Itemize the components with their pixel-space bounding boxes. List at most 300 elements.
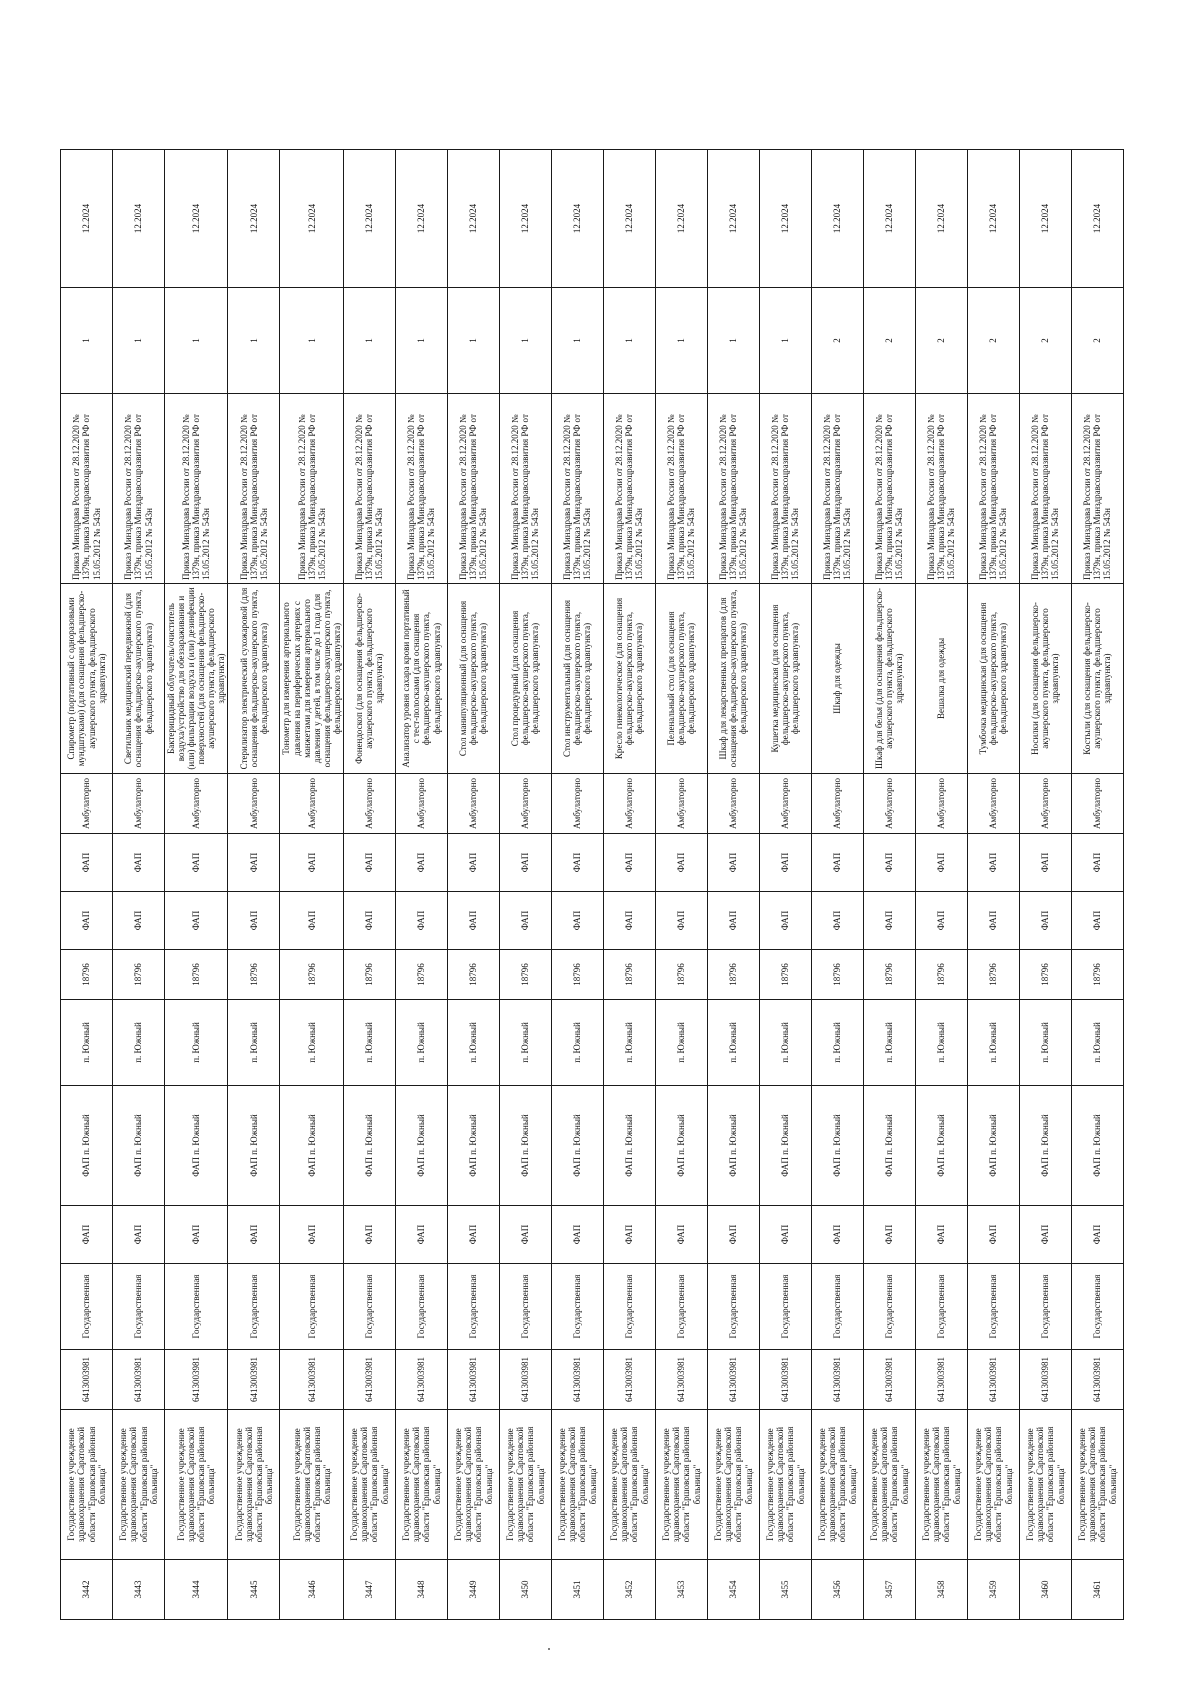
table-row: [61, 150, 113, 1620]
settlement-name: п. Южный: [915, 1000, 967, 1086]
category-1: ФАП: [551, 892, 603, 950]
regulatory-basis: Приказ Минздрава России от 28.12.2020 № 1379н, приказ Минздравсоцразвития РФ от 15.05.2012 № 543н: [395, 394, 447, 584]
settlement-name: п. Южный: [603, 1000, 655, 1086]
row-number: 3456: [811, 1560, 863, 1620]
unit-name: ФАП п. Южный: [280, 1086, 343, 1206]
table-row: [499, 150, 551, 1620]
table-row: [707, 150, 759, 1620]
regulatory-basis: Приказ Минздрава России от 28.12.2020 № 1379н, приказ Минздравсоцразвития РФ от 15.05.2012 № 543н: [61, 394, 113, 584]
delivery-date: 12.2024: [113, 150, 165, 288]
facility-type: ФАП: [551, 1206, 603, 1264]
table-row: [228, 150, 280, 1620]
population-count: 18796: [1071, 950, 1123, 1000]
ownership-form: Государственная: [707, 1264, 759, 1350]
population-count: 18796: [915, 950, 967, 1000]
inn-code: 6413003981: [759, 1350, 811, 1410]
care-conditions: Амбулаторно: [395, 774, 447, 834]
organization-name: Государственное учреждение здравоохранения Саратовской области "Ершовская районная больница": [811, 1410, 863, 1560]
settlement-name: п. Южный: [228, 1000, 280, 1086]
category-1: ФАП: [967, 892, 1019, 950]
inn-code: 6413003981: [707, 1350, 759, 1410]
care-conditions: Амбулаторно: [165, 774, 228, 834]
row-number: 3460: [1019, 1560, 1071, 1620]
regulatory-basis: Приказ Минздрава России от 28.12.2020 № 1379н, приказ Минздравсоцразвития РФ от 15.05.2012 № 543н: [228, 394, 280, 584]
regulatory-basis: Приказ Минздрава России от 28.12.2020 № 1379н, приказ Минздравсоцразвития РФ от 15.05.2012 № 543н: [655, 394, 707, 584]
unit-name: ФАП п. Южный: [655, 1086, 707, 1206]
equipment-name: Кушетка медицинская (для оснащения фельдшерско-акушерского пункта, фельдшерского здравпункта): [759, 584, 811, 774]
population-count: 18796: [811, 950, 863, 1000]
row-number: 3443: [113, 1560, 165, 1620]
ownership-form: Государственная: [1071, 1264, 1123, 1350]
care-conditions: Амбулаторно: [499, 774, 551, 834]
care-conditions: Амбулаторно: [447, 774, 499, 834]
inn-code: 6413003981: [280, 1350, 343, 1410]
organization-name: Государственное учреждение здравоохранения Саратовской области "Ершовская районная больница": [1071, 1410, 1123, 1560]
settlement-name: п. Южный: [551, 1000, 603, 1086]
quantity: 1: [447, 288, 499, 394]
table-row: [1019, 150, 1071, 1620]
table-row: [915, 150, 967, 1620]
delivery-date: 12.2024: [1071, 150, 1123, 288]
inn-code: 6413003981: [551, 1350, 603, 1410]
regulatory-basis: Приказ Минздрава России от 28.12.2020 № 1379н, приказ Минздравсоцразвития РФ от 15.05.2012 № 543н: [603, 394, 655, 584]
unit-name: ФАП п. Южный: [1019, 1086, 1071, 1206]
equipment-name: Кресло гинекологическое (для оснащения фельдшерско-акушерского пункта, фельдшерского здравпункта): [603, 584, 655, 774]
care-conditions: Амбулаторно: [61, 774, 113, 834]
category-2: ФАП: [759, 834, 811, 892]
category-1: ФАП: [863, 892, 915, 950]
inn-code: 6413003981: [915, 1350, 967, 1410]
inn-code: 6413003981: [811, 1350, 863, 1410]
scanned-table-page: [60, 150, 1118, 1620]
table-row: [113, 150, 165, 1620]
care-conditions: Амбулаторно: [343, 774, 395, 834]
category-2: ФАП: [447, 834, 499, 892]
quantity: 1: [499, 288, 551, 394]
delivery-date: 12.2024: [343, 150, 395, 288]
care-conditions: Амбулаторно: [811, 774, 863, 834]
row-number: 3453: [655, 1560, 707, 1620]
care-conditions: Амбулаторно: [1071, 774, 1123, 834]
table-row: [967, 150, 1019, 1620]
care-conditions: Амбулаторно: [759, 774, 811, 834]
row-number: 3461: [1071, 1560, 1123, 1620]
population-count: 18796: [343, 950, 395, 1000]
row-number: 3449: [447, 1560, 499, 1620]
row-number: 3451: [551, 1560, 603, 1620]
table-body: [61, 150, 1124, 1620]
ownership-form: Государственная: [655, 1264, 707, 1350]
settlement-name: п. Южный: [863, 1000, 915, 1086]
facility-type: ФАП: [499, 1206, 551, 1264]
category-1: ФАП: [447, 892, 499, 950]
care-conditions: Амбулаторно: [967, 774, 1019, 834]
table-row: [551, 150, 603, 1620]
table-row: [1071, 150, 1123, 1620]
facility-type: ФАП: [603, 1206, 655, 1264]
organization-name: Государственное учреждение здравоохранения Саратовской области "Ершовская районная больница": [603, 1410, 655, 1560]
regulatory-basis: Приказ Минздрава России от 28.12.2020 № 1379н, приказ Минздравсоцразвития РФ от 15.05.2012 № 543н: [343, 394, 395, 584]
population-count: 18796: [759, 950, 811, 1000]
settlement-name: п. Южный: [811, 1000, 863, 1086]
ownership-form: Государственная: [603, 1264, 655, 1350]
unit-name: ФАП п. Южный: [447, 1086, 499, 1206]
facility-type: ФАП: [811, 1206, 863, 1264]
category-2: ФАП: [343, 834, 395, 892]
row-number: 3450: [499, 1560, 551, 1620]
facility-type: ФАП: [1019, 1206, 1071, 1264]
inn-code: 6413003981: [655, 1350, 707, 1410]
category-1: ФАП: [61, 892, 113, 950]
population-count: 18796: [165, 950, 228, 1000]
delivery-date: 12.2024: [280, 150, 343, 288]
table-row: [759, 150, 811, 1620]
delivery-date: 12.2024: [61, 150, 113, 288]
population-count: 18796: [61, 950, 113, 1000]
organization-name: Государственное учреждение здравоохранения Саратовской области "Ершовская районная больница": [551, 1410, 603, 1560]
regulatory-basis: Приказ Минздрава России от 28.12.2020 № 1379н, приказ Минздравсоцразвития РФ от 15.05.2012 № 543н: [759, 394, 811, 584]
care-conditions: Амбулаторно: [915, 774, 967, 834]
facility-type: ФАП: [707, 1206, 759, 1264]
category-1: ФАП: [759, 892, 811, 950]
quantity: 2: [967, 288, 1019, 394]
category-2: ФАП: [499, 834, 551, 892]
facility-type: ФАП: [1071, 1206, 1123, 1264]
row-number: 3447: [343, 1560, 395, 1620]
delivery-date: 12.2024: [447, 150, 499, 288]
equipment-name: Светильник медицинский передвижной (для оснащения фельдшерско-акушерского пункта, фельдшерского здравпункта): [113, 584, 165, 774]
category-1: ФАП: [228, 892, 280, 950]
equipment-name: Фонендоскоп (для оснащения фельдшерско-акушерского пункта, фельдшерского здравпункта): [343, 584, 395, 774]
row-number: 3442: [61, 1560, 113, 1620]
category-1: ФАП: [395, 892, 447, 950]
table-row: [655, 150, 707, 1620]
population-count: 18796: [280, 950, 343, 1000]
care-conditions: Амбулаторно: [113, 774, 165, 834]
quantity: 2: [915, 288, 967, 394]
equipment-name: Тумбочка медицинская (для оснащения фельдшерско-акушерского пункта, фельдшерского здравпункта): [967, 584, 1019, 774]
ownership-form: Государственная: [967, 1264, 1019, 1350]
equipment-name: Стол процедурный (для оснащения фельдшерско-акушерского пункта, фельдшерского здравпункта): [499, 584, 551, 774]
ownership-form: Государственная: [343, 1264, 395, 1350]
ownership-form: Государственная: [280, 1264, 343, 1350]
category-1: ФАП: [113, 892, 165, 950]
category-1: ФАП: [1071, 892, 1123, 950]
equipment-name: Костыли (для оснащения фельдшерско-акушерского пункта, фельдшерского здравпункта): [1071, 584, 1123, 774]
row-number: 3454: [707, 1560, 759, 1620]
inn-code: 6413003981: [447, 1350, 499, 1410]
equipment-name: Вешалка для одежды: [915, 584, 967, 774]
category-2: ФАП: [967, 834, 1019, 892]
regulatory-basis: Приказ Минздрава России от 28.12.2020 № 1379н, приказ Минздравсоцразвития РФ от 15.05.2012 № 543н: [863, 394, 915, 584]
category-1: ФАП: [915, 892, 967, 950]
settlement-name: п. Южный: [967, 1000, 1019, 1086]
equipment-name: Тонометр для измерения артериального давления на периферических артериях с манжетами для измерения артериального давления у детей, в том числе до 1 года (для оснащения фельдшерско-акушерского пункта, фельдшерского здравпункта): [280, 584, 343, 774]
regulatory-basis: Приказ Минздрава России от 28.12.2020 № 1379н, приказ Минздравсоцразвития РФ от 15.05.2012 № 543н: [915, 394, 967, 584]
facility-type: ФАП: [967, 1206, 1019, 1264]
row-number: 3458: [915, 1560, 967, 1620]
quantity: 1: [759, 288, 811, 394]
organization-name: Государственное учреждение здравоохранения Саратовской области "Ершовская районная больница": [395, 1410, 447, 1560]
inn-code: 6413003981: [61, 1350, 113, 1410]
table-row: [343, 150, 395, 1620]
quantity: 1: [280, 288, 343, 394]
category-1: ФАП: [280, 892, 343, 950]
population-count: 18796: [551, 950, 603, 1000]
equipment-register-table: [60, 149, 1124, 1620]
quantity: 1: [655, 288, 707, 394]
inn-code: 6413003981: [228, 1350, 280, 1410]
unit-name: ФАП п. Южный: [551, 1086, 603, 1206]
ownership-form: Государственная: [61, 1264, 113, 1350]
row-number: 3444: [165, 1560, 228, 1620]
organization-name: Государственное учреждение здравоохранения Саратовской области "Ершовская районная больница": [61, 1410, 113, 1560]
population-count: 18796: [967, 950, 1019, 1000]
inn-code: 6413003981: [499, 1350, 551, 1410]
category-2: ФАП: [113, 834, 165, 892]
settlement-name: п. Южный: [447, 1000, 499, 1086]
facility-type: ФАП: [655, 1206, 707, 1264]
category-2: ФАП: [228, 834, 280, 892]
facility-type: ФАП: [228, 1206, 280, 1264]
organization-name: Государственное учреждение здравоохранения Саратовской области "Ершовская районная больница": [655, 1410, 707, 1560]
organization-name: Государственное учреждение здравоохранения Саратовской области "Ершовская районная больница": [343, 1410, 395, 1560]
equipment-name: Анализатор уровня сахара крови портативный с тест-полосками (для оснащения фельдшерско-акушерского пункта, фельдшерского здравпункта): [395, 584, 447, 774]
delivery-date: 12.2024: [499, 150, 551, 288]
unit-name: ФАП п. Южный: [165, 1086, 228, 1206]
row-number: 3459: [967, 1560, 1019, 1620]
equipment-name: Шкаф для лекарственных препаратов (для оснащения фельдшерско-акушерского пункта, фельдшерского здравпункта): [707, 584, 759, 774]
care-conditions: Амбулаторно: [1019, 774, 1071, 834]
delivery-date: 12.2024: [655, 150, 707, 288]
facility-type: ФАП: [395, 1206, 447, 1264]
unit-name: ФАП п. Южный: [499, 1086, 551, 1206]
unit-name: ФАП п. Южный: [61, 1086, 113, 1206]
delivery-date: 12.2024: [707, 150, 759, 288]
quantity: 2: [1019, 288, 1071, 394]
quantity: 1: [61, 288, 113, 394]
inn-code: 6413003981: [967, 1350, 1019, 1410]
population-count: 18796: [655, 950, 707, 1000]
facility-type: ФАП: [863, 1206, 915, 1264]
care-conditions: Амбулаторно: [551, 774, 603, 834]
unit-name: ФАП п. Южный: [915, 1086, 967, 1206]
organization-name: Государственное учреждение здравоохранения Саратовской области "Ершовская районная больница": [447, 1410, 499, 1560]
facility-type: ФАП: [165, 1206, 228, 1264]
quantity: 1: [228, 288, 280, 394]
organization-name: Государственное учреждение здравоохранения Саратовской области "Ершовская районная больница": [915, 1410, 967, 1560]
facility-type: ФАП: [280, 1206, 343, 1264]
equipment-name: Шкаф для одежды: [811, 584, 863, 774]
facility-type: ФАП: [113, 1206, 165, 1264]
regulatory-basis: Приказ Минздрава России от 28.12.2020 № 1379н, приказ Минздравсоцразвития РФ от 15.05.2012 № 543н: [811, 394, 863, 584]
unit-name: ФАП п. Южный: [759, 1086, 811, 1206]
equipment-name: Стол манипуляционный (для оснащения фельдшерско-акушерского пункта, фельдшерского здравпункта): [447, 584, 499, 774]
table-row: [280, 150, 343, 1620]
organization-name: Государственное учреждение здравоохранения Саратовской области "Ершовская районная больница": [113, 1410, 165, 1560]
equipment-name: Стерилизатор электрический сухожаровой (для оснащения фельдшерско-акушерского пункта, фельдшерского здравпункта): [228, 584, 280, 774]
quantity: 2: [1071, 288, 1123, 394]
table-row: [395, 150, 447, 1620]
category-1: ФАП: [499, 892, 551, 950]
care-conditions: Амбулаторно: [280, 774, 343, 834]
population-count: 18796: [395, 950, 447, 1000]
ownership-form: Государственная: [395, 1264, 447, 1350]
category-2: ФАП: [1071, 834, 1123, 892]
delivery-date: 12.2024: [395, 150, 447, 288]
care-conditions: Амбулаторно: [603, 774, 655, 834]
regulatory-basis: Приказ Минздрава России от 28.12.2020 № 1379н, приказ Минздравсоцразвития РФ от 15.05.2012 № 543н: [280, 394, 343, 584]
regulatory-basis: Приказ Минздрава России от 28.12.2020 № 1379н, приказ Минздравсоцразвития РФ от 15.05.2012 № 543н: [1071, 394, 1123, 584]
equipment-name: Стол инструментальный (для оснащения фельдшерско-акушерского пункта, фельдшерского здравпункта): [551, 584, 603, 774]
ownership-form: Государственная: [551, 1264, 603, 1350]
inn-code: 6413003981: [863, 1350, 915, 1410]
regulatory-basis: Приказ Минздрава России от 28.12.2020 № 1379н, приказ Минздравсоцразвития РФ от 15.05.2012 № 543н: [967, 394, 1019, 584]
facility-type: ФАП: [447, 1206, 499, 1264]
table-row: [447, 150, 499, 1620]
unit-name: ФАП п. Южный: [707, 1086, 759, 1206]
ownership-form: Государственная: [915, 1264, 967, 1350]
care-conditions: Амбулаторно: [707, 774, 759, 834]
delivery-date: 12.2024: [228, 150, 280, 288]
unit-name: ФАП п. Южный: [1071, 1086, 1123, 1206]
ownership-form: Государственная: [811, 1264, 863, 1350]
delivery-date: 12.2024: [551, 150, 603, 288]
category-2: ФАП: [915, 834, 967, 892]
settlement-name: п. Южный: [1071, 1000, 1123, 1086]
facility-type: ФАП: [759, 1206, 811, 1264]
delivery-date: 12.2024: [811, 150, 863, 288]
unit-name: ФАП п. Южный: [863, 1086, 915, 1206]
table-row: [811, 150, 863, 1620]
population-count: 18796: [863, 950, 915, 1000]
ownership-form: Государственная: [447, 1264, 499, 1350]
regulatory-basis: Приказ Минздрава России от 28.12.2020 № 1379н, приказ Минздравсоцразвития РФ от 15.05.2012 № 543н: [113, 394, 165, 584]
ownership-form: Государственная: [228, 1264, 280, 1350]
category-2: ФАП: [603, 834, 655, 892]
ownership-form: Государственная: [499, 1264, 551, 1350]
equipment-name: Бактерицидный облучатель/очиститель воздуха/устройство для обеззараживания и (или) фильтрации воздуха и (или) дезинфекции поверхностей (для оснащения фельдшерско-акушерского пункта, фельдшерского здравпункта): [165, 584, 228, 774]
settlement-name: п. Южный: [707, 1000, 759, 1086]
delivery-date: 12.2024: [967, 150, 1019, 288]
category-2: ФАП: [1019, 834, 1071, 892]
settlement-name: п. Южный: [395, 1000, 447, 1086]
category-2: ФАП: [165, 834, 228, 892]
category-1: ФАП: [707, 892, 759, 950]
category-2: ФАП: [61, 834, 113, 892]
delivery-date: 12.2024: [603, 150, 655, 288]
delivery-date: 12.2024: [165, 150, 228, 288]
delivery-date: 12.2024: [863, 150, 915, 288]
unit-name: ФАП п. Южный: [228, 1086, 280, 1206]
unit-name: ФАП п. Южный: [395, 1086, 447, 1206]
population-count: 18796: [113, 950, 165, 1000]
settlement-name: п. Южный: [499, 1000, 551, 1086]
organization-name: Государственное учреждение здравоохранения Саратовской области "Ершовская районная больница": [759, 1410, 811, 1560]
row-number: 3445: [228, 1560, 280, 1620]
inn-code: 6413003981: [1071, 1350, 1123, 1410]
delivery-date: 12.2024: [1019, 150, 1071, 288]
category-1: ФАП: [655, 892, 707, 950]
care-conditions: Амбулаторно: [228, 774, 280, 834]
quantity: 1: [165, 288, 228, 394]
category-2: ФАП: [655, 834, 707, 892]
row-number: 3455: [759, 1560, 811, 1620]
category-2: ФАП: [280, 834, 343, 892]
equipment-name: Спирометр (портативный с одноразовыми мундштуками) (для оснащения фельдшерско-акушерского пункта, фельдшерского здравпункта): [61, 584, 113, 774]
row-number: 3448: [395, 1560, 447, 1620]
unit-name: ФАП п. Южный: [967, 1086, 1019, 1206]
inn-code: 6413003981: [343, 1350, 395, 1410]
ownership-form: Государственная: [165, 1264, 228, 1350]
ownership-form: Государственная: [863, 1264, 915, 1350]
quantity: 2: [811, 288, 863, 394]
unit-name: ФАП п. Южный: [811, 1086, 863, 1206]
table-row: [863, 150, 915, 1620]
settlement-name: п. Южный: [61, 1000, 113, 1086]
regulatory-basis: Приказ Минздрава России от 28.12.2020 № 1379н, приказ Минздравсоцразвития РФ от 15.05.2012 № 543н: [165, 394, 228, 584]
regulatory-basis: Приказ Минздрава России от 28.12.2020 № 1379н, приказ Минздравсоцразвития РФ от 15.05.2012 № 543н: [707, 394, 759, 584]
settlement-name: п. Южный: [113, 1000, 165, 1086]
table-row: [165, 150, 228, 1620]
population-count: 18796: [707, 950, 759, 1000]
ownership-form: Государственная: [759, 1264, 811, 1350]
inn-code: 6413003981: [113, 1350, 165, 1410]
category-2: ФАП: [707, 834, 759, 892]
settlement-name: п. Южный: [1019, 1000, 1071, 1086]
row-number: 3457: [863, 1560, 915, 1620]
settlement-name: п. Южный: [280, 1000, 343, 1086]
settlement-name: п. Южный: [759, 1000, 811, 1086]
regulatory-basis: Приказ Минздрава России от 28.12.2020 № 1379н, приказ Минздравсоцразвития РФ от 15.05.2012 № 543н: [1019, 394, 1071, 584]
category-2: ФАП: [551, 834, 603, 892]
unit-name: ФАП п. Южный: [343, 1086, 395, 1206]
regulatory-basis: Приказ Минздрава России от 28.12.2020 № 1379н, приказ Минздравсоцразвития РФ от 15.05.2012 № 543н: [551, 394, 603, 584]
delivery-date: 12.2024: [915, 150, 967, 288]
category-1: ФАП: [165, 892, 228, 950]
facility-type: ФАП: [343, 1206, 395, 1264]
organization-name: Государственное учреждение здравоохранения Саратовской области "Ершовская районная больница": [499, 1410, 551, 1560]
category-1: ФАП: [343, 892, 395, 950]
category-1: ФАП: [1019, 892, 1071, 950]
equipment-name: Шкаф для белья (для оснащения фельдшерско-акушерского пункта, фельдшерского здравпункта): [863, 584, 915, 774]
ownership-form: Государственная: [1019, 1264, 1071, 1350]
settlement-name: п. Южный: [655, 1000, 707, 1086]
row-number: 3452: [603, 1560, 655, 1620]
quantity: 1: [603, 288, 655, 394]
quantity: 1: [707, 288, 759, 394]
category-1: ФАП: [603, 892, 655, 950]
facility-type: ФАП: [61, 1206, 113, 1264]
population-count: 18796: [603, 950, 655, 1000]
facility-type: ФАП: [915, 1206, 967, 1264]
organization-name: Государственное учреждение здравоохранения Саратовской области "Ершовская районная больница": [1019, 1410, 1071, 1560]
inn-code: 6413003981: [1019, 1350, 1071, 1410]
population-count: 18796: [1019, 950, 1071, 1000]
inn-code: 6413003981: [165, 1350, 228, 1410]
category-2: ФАП: [811, 834, 863, 892]
scan-speck: [548, 1648, 550, 1650]
regulatory-basis: Приказ Минздрава России от 28.12.2020 № 1379н, приказ Минздравсоцразвития РФ от 15.05.2012 № 543н: [447, 394, 499, 584]
regulatory-basis: Приказ Минздрава России от 28.12.2020 № 1379н, приказ Минздравсоцразвития РФ от 15.05.2012 № 543н: [499, 394, 551, 584]
quantity: 1: [113, 288, 165, 394]
category-2: ФАП: [395, 834, 447, 892]
quantity: 1: [395, 288, 447, 394]
organization-name: Государственное учреждение здравоохранения Саратовской области "Ершовская районная больница": [280, 1410, 343, 1560]
quantity: 2: [863, 288, 915, 394]
equipment-name: Носилки (для оснащения фельдшерско-акушерского пункта, фельдшерского здравпункта): [1019, 584, 1071, 774]
unit-name: ФАП п. Южный: [113, 1086, 165, 1206]
